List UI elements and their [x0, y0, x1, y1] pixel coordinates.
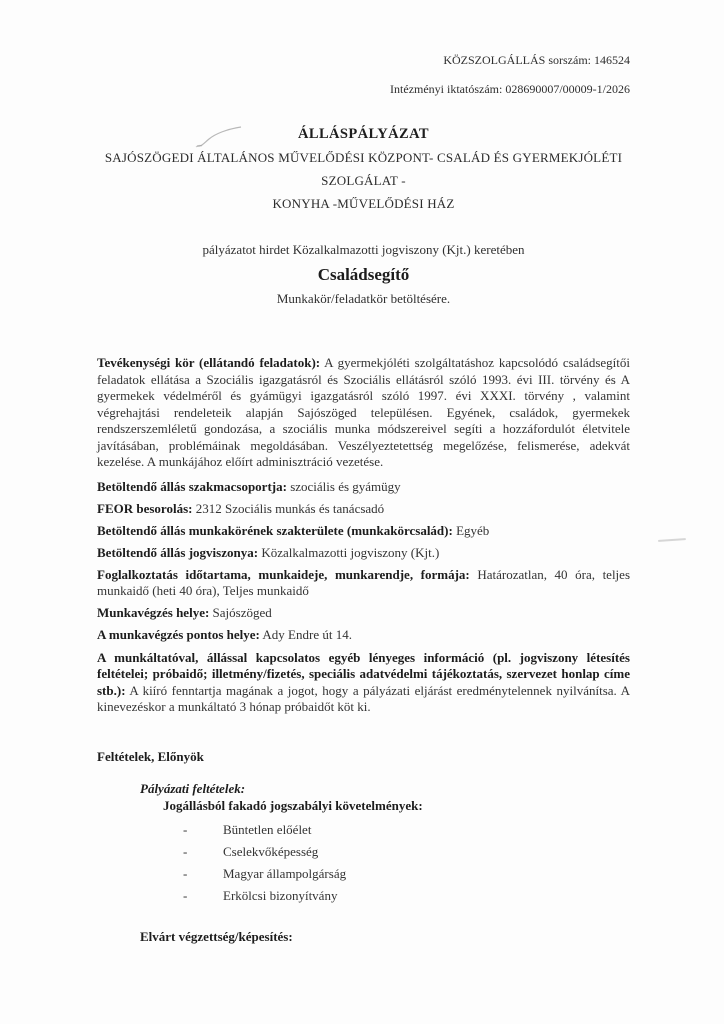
organization-name-line2: KONYHA -MŰVELŐDÉSI HÁZ [272, 196, 455, 211]
list-item [97, 822, 630, 839]
requirement-text: Erkölcsi bizonyítvány [223, 887, 338, 903]
detail-row-legal-relation [97, 545, 630, 562]
detail-row-exact-address [97, 627, 630, 644]
detail-value: Határozatlan, 40 óra, teljes munkaidő (heti 40 óra), Teljes munkaidő [97, 566, 630, 598]
pencil-scribble-artifact [193, 124, 245, 150]
legal-requirements-title: Jogállásból fakadó jogszabályi követelmények: [163, 797, 423, 813]
requirement-text: Büntetlen előélet [223, 821, 312, 837]
detail-value: Egyéb [452, 522, 490, 538]
detail-label: FEOR besorolás: [97, 500, 193, 516]
institution-file-number-line: Intézményi iktatószám: 028690007/00009-1/2026 [390, 82, 630, 96]
announcement-intro: pályázatot hirdet Közalkalmazotti jogviszony (Kjt.) keretében [202, 242, 525, 257]
requirement-text: Magyar állampolgárság [223, 865, 347, 881]
organization-name [97, 146, 630, 215]
detail-row-work-location [97, 605, 630, 622]
application-conditions-title: Pályázati feltételek: [140, 780, 246, 796]
dash-bullet-icon: - [183, 865, 188, 881]
conditions-section-title: Feltételek, Előnyök [97, 748, 204, 764]
employer-info-text: A kiíró fenntartja magának a jogot, hogy a pályázati eljárást eredménytelennek nyilvánítsa. A kinevezéskor a munkáltató 3 hónap próbaidőt köt ki. [97, 682, 630, 714]
detail-label: A munkavégzés pontos helye: [97, 627, 260, 642]
detail-label: Foglalkoztatás időtartama, munkaideje, munkarendje, formája: [97, 566, 470, 582]
detail-row-job-family [97, 523, 630, 540]
employer-info-label: A munkáltatóval, állással kapcsolatos egyéb lényeges információ (pl. jogviszony létesítés feltételei; próbaidő; illetmény/fizetés, speciális adatvédelmi tájékoztatás, szervezet honlap címe stb.): [97, 649, 630, 698]
details-block [97, 479, 630, 644]
list-item [97, 888, 630, 905]
detail-label: Betöltendő állás jogviszonya: [97, 544, 259, 560]
scan-smudge-artifact [658, 538, 686, 542]
activity-text: A gyermekjóléti szolgáltatáshoz kapcsolódó családsegítői feladatok ellátása a Szociális igazgatásról és Szociális ellátásról szóló 1993. évi III. törvény és A gyermekek védelméről és gyámügyi igazgatásról szóló 1997. évi XXXI. törvény , valamint végrehajtási rendeleteik alapján Sajószöged településen. Egyének, családok, gyermekek rendszerszemléletű gondozása, a szociális munka módszereivel segíti a hozzáfordulót életvitele javításában, problémáinak megoldásában. Veszélyeztetettség megelőzése, felismerése, adekvát kezelése. A munkájához előírt adminisztráció vezetése. [97, 355, 630, 469]
dash-bullet-icon: - [183, 821, 188, 837]
activity-paragraph [97, 355, 630, 471]
organization-name-line1: SAJÓSZÖGEDI ÁLTALÁNOS MŰVELŐDÉSI KÖZPONT- CSALÁD ÉS GYERMEKJÓLÉTI SZOLGÁLAT - [104, 150, 623, 188]
position-subtitle: Munkakör/feladatkör betöltésére. [276, 291, 451, 306]
dash-bullet-icon: - [183, 887, 188, 903]
detail-label: Munkavégzés helye: [97, 605, 210, 620]
detail-value: Közalkalmazotti jogviszony (Kjt.) [258, 544, 440, 560]
detail-value: Sajószöged [209, 605, 272, 620]
dash-bullet-icon: - [183, 843, 188, 859]
document-header [97, 52, 630, 97]
detail-label: Betöltendő állás munkakörének szakterülete (munkakörcsalád): [97, 522, 453, 538]
activity-label: Tevékenységi kör (ellátandó feladatok): [97, 355, 321, 370]
list-item [97, 866, 630, 883]
detail-row-profession-group [97, 479, 630, 496]
qualification-title: Elvárt végzettség/képesítés: [140, 929, 293, 944]
detail-value: Ady Endre út 14. [259, 627, 352, 642]
requirement-text: Cselekvőképesség [223, 843, 319, 859]
detail-label: Betöltendő állás szakmacsoportja: [97, 478, 287, 494]
title-block [97, 125, 630, 307]
requirements-list [97, 822, 630, 905]
detail-row-feor [97, 501, 630, 518]
detail-row-employment-terms [97, 567, 630, 600]
position-title: Családsegítő [317, 265, 410, 284]
detail-value: 2312 Szociális munkás és tanácsadó [192, 500, 385, 516]
employer-info-paragraph [97, 650, 630, 716]
registry-number-line: KÖZSZOLGÁLLÁS sorszám: 146524 [443, 53, 630, 67]
detail-value: szociális és gyámügy [286, 478, 401, 494]
page-title: ÁLLÁSPÁLYÁZAT [298, 126, 429, 142]
list-item [97, 844, 630, 861]
